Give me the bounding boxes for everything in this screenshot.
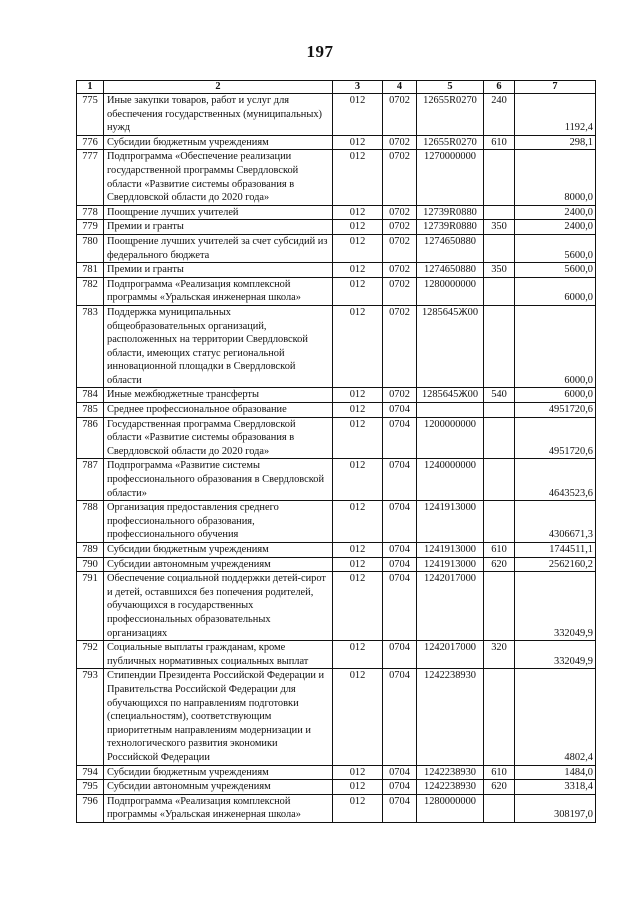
row-number-cell: 788 — [77, 501, 104, 543]
target-article-cell: 1274650880 — [417, 234, 484, 262]
section-code-cell: 0704 — [383, 669, 417, 765]
amount-cell: 3318,4 — [515, 780, 596, 795]
item-name-cell: Государственная программа Свердловской области «Развитие системы образования в Свердловской области до 2020 года» — [104, 417, 333, 459]
budget-table — [76, 80, 596, 823]
expense-type-cell — [484, 277, 515, 305]
table-row — [77, 459, 596, 501]
amount-cell: 5600,0 — [515, 263, 596, 278]
item-name-cell: Субсидии автономным учреждениям — [104, 557, 333, 572]
table-row — [77, 234, 596, 262]
row-number-cell: 785 — [77, 403, 104, 418]
ministry-code-cell: 012 — [333, 543, 383, 558]
ministry-code-cell: 012 — [333, 94, 383, 136]
section-code-cell: 0702 — [383, 234, 417, 262]
section-code-cell: 0702 — [383, 150, 417, 205]
row-number-cell: 775 — [77, 94, 104, 136]
col-header: 6 — [484, 81, 515, 94]
target-article-cell: 1270000000 — [417, 150, 484, 205]
row-number-cell: 777 — [77, 150, 104, 205]
section-code-cell: 0704 — [383, 780, 417, 795]
row-number-cell: 781 — [77, 263, 104, 278]
table-row — [77, 205, 596, 220]
expense-type-cell: 610 — [484, 543, 515, 558]
table-row — [77, 557, 596, 572]
ministry-code-cell: 012 — [333, 765, 383, 780]
expense-type-cell — [484, 459, 515, 501]
expense-type-cell: 610 — [484, 135, 515, 150]
ministry-code-cell: 012 — [333, 277, 383, 305]
amount-cell: 4306671,3 — [515, 501, 596, 543]
expense-type-cell: 350 — [484, 263, 515, 278]
target-article-cell: 1242017000 — [417, 641, 484, 669]
target-article-cell: 1241913000 — [417, 543, 484, 558]
row-number-cell: 786 — [77, 417, 104, 459]
row-number-cell: 780 — [77, 234, 104, 262]
section-code-cell: 0704 — [383, 557, 417, 572]
amount-cell: 6000,0 — [515, 305, 596, 388]
section-code-cell: 0704 — [383, 417, 417, 459]
expense-type-cell — [484, 794, 515, 822]
item-name-cell: Поощрение лучших учителей — [104, 205, 333, 220]
target-article-cell: 1285645Ж00 — [417, 305, 484, 388]
amount-cell: 5600,0 — [515, 234, 596, 262]
item-name-cell: Среднее профессиональное образование — [104, 403, 333, 418]
item-name-cell: Иные межбюджетные трансферты — [104, 388, 333, 403]
target-article-cell: 1280000000 — [417, 277, 484, 305]
item-name-cell: Стипендии Президента Российской Федерации и Правительства Российской Федерации для обучающихся по направлениям подготовки (специальностям), соответствующим приоритетным направлениям модернизации и технологического развития экономики Российской Федерации — [104, 669, 333, 765]
section-code-cell: 0704 — [383, 459, 417, 501]
col-header: 4 — [383, 81, 417, 94]
ministry-code-cell: 012 — [333, 388, 383, 403]
table-row — [77, 305, 596, 388]
expense-type-cell — [484, 150, 515, 205]
table-row — [77, 501, 596, 543]
target-article-cell — [417, 403, 484, 418]
item-name-cell: Поощрение лучших учителей за счет субсидий из федерального бюджета — [104, 234, 333, 262]
table-row — [77, 277, 596, 305]
target-article-cell: 12739R0880 — [417, 220, 484, 235]
item-name-cell: Организация предоставления среднего профессионального образования, профессионального обучения — [104, 501, 333, 543]
expense-type-cell: 620 — [484, 780, 515, 795]
table-row — [77, 388, 596, 403]
header-row — [77, 81, 596, 94]
expense-type-cell: 620 — [484, 557, 515, 572]
row-number-cell: 778 — [77, 205, 104, 220]
amount-cell: 1484,0 — [515, 765, 596, 780]
expense-type-cell: 610 — [484, 765, 515, 780]
col-header: 5 — [417, 81, 484, 94]
ministry-code-cell: 012 — [333, 205, 383, 220]
ministry-code-cell: 012 — [333, 794, 383, 822]
target-article-cell: 1240000000 — [417, 459, 484, 501]
item-name-cell: Премии и гранты — [104, 220, 333, 235]
target-article-cell: 1200000000 — [417, 417, 484, 459]
amount-cell: 332049,9 — [515, 572, 596, 641]
section-code-cell: 0702 — [383, 135, 417, 150]
row-number-cell: 789 — [77, 543, 104, 558]
page-number: 197 — [306, 42, 334, 61]
amount-cell: 2562160,2 — [515, 557, 596, 572]
expense-type-cell — [484, 305, 515, 388]
ministry-code-cell: 012 — [333, 220, 383, 235]
target-article-cell: 1242238930 — [417, 765, 484, 780]
row-number-cell: 790 — [77, 557, 104, 572]
table-row — [77, 765, 596, 780]
ministry-code-cell: 012 — [333, 305, 383, 388]
table-row — [77, 543, 596, 558]
ministry-code-cell: 012 — [333, 669, 383, 765]
table-row — [77, 220, 596, 235]
row-number-cell: 779 — [77, 220, 104, 235]
table-row — [77, 94, 596, 136]
item-name-cell: Подпрограмма «Развитие системы профессионального образования в Свердловской области» — [104, 459, 333, 501]
col-header: 1 — [77, 81, 104, 94]
target-article-cell: 12739R0880 — [417, 205, 484, 220]
amount-cell: 4643523,6 — [515, 459, 596, 501]
section-code-cell: 0704 — [383, 501, 417, 543]
table-row — [77, 403, 596, 418]
ministry-code-cell: 012 — [333, 234, 383, 262]
target-article-cell: 1242238930 — [417, 780, 484, 795]
row-number-cell: 796 — [77, 794, 104, 822]
expense-type-cell: 540 — [484, 388, 515, 403]
table-row — [77, 669, 596, 765]
row-number-cell: 795 — [77, 780, 104, 795]
amount-cell: 4951720,6 — [515, 417, 596, 459]
row-number-cell: 784 — [77, 388, 104, 403]
ministry-code-cell: 012 — [333, 572, 383, 641]
row-number-cell: 782 — [77, 277, 104, 305]
expense-type-cell: 320 — [484, 641, 515, 669]
row-number-cell: 783 — [77, 305, 104, 388]
expense-type-cell: 350 — [484, 220, 515, 235]
expense-type-cell: 240 — [484, 94, 515, 136]
ministry-code-cell: 012 — [333, 263, 383, 278]
table-row — [77, 641, 596, 669]
col-header: 2 — [104, 81, 333, 94]
item-name-cell: Подпрограмма «Реализация комплексной программы «Уральская инженерная школа» — [104, 794, 333, 822]
col-header: 7 — [515, 81, 596, 94]
row-number-cell: 791 — [77, 572, 104, 641]
amount-cell: 4951720,6 — [515, 403, 596, 418]
ministry-code-cell: 012 — [333, 150, 383, 205]
item-name-cell: Иные закупки товаров, работ и услуг для обеспечения государственных (муниципальных) нужд — [104, 94, 333, 136]
item-name-cell: Социальные выплаты гражданам, кроме публичных нормативных социальных выплат — [104, 641, 333, 669]
section-code-cell: 0704 — [383, 543, 417, 558]
ministry-code-cell: 012 — [333, 557, 383, 572]
table-row — [77, 794, 596, 822]
target-article-cell: 12655R0270 — [417, 94, 484, 136]
target-article-cell: 1280000000 — [417, 794, 484, 822]
section-code-cell: 0704 — [383, 641, 417, 669]
table-row — [77, 263, 596, 278]
target-article-cell: 1285645Ж00 — [417, 388, 484, 403]
amount-cell: 332049,9 — [515, 641, 596, 669]
row-number-cell: 787 — [77, 459, 104, 501]
ministry-code-cell: 012 — [333, 501, 383, 543]
ministry-code-cell: 012 — [333, 403, 383, 418]
item-name-cell: Поддержка муниципальных общеобразовательных организаций, расположенных на территории Свердловской области, имеющих статус региональной инновационной площадки в Свердловской области — [104, 305, 333, 388]
section-code-cell: 0702 — [383, 388, 417, 403]
target-article-cell: 1242238930 — [417, 669, 484, 765]
row-number-cell: 794 — [77, 765, 104, 780]
expense-type-cell — [484, 403, 515, 418]
table-row — [77, 780, 596, 795]
section-code-cell: 0704 — [383, 403, 417, 418]
amount-cell: 298,1 — [515, 135, 596, 150]
section-code-cell: 0702 — [383, 94, 417, 136]
amount-cell: 8000,0 — [515, 150, 596, 205]
item-name-cell: Субсидии бюджетным учреждениям — [104, 135, 333, 150]
item-name-cell: Субсидии бюджетным учреждениям — [104, 765, 333, 780]
section-code-cell: 0702 — [383, 220, 417, 235]
item-name-cell: Подпрограмма «Реализация комплексной программы «Уральская инженерная школа» — [104, 277, 333, 305]
section-code-cell: 0704 — [383, 794, 417, 822]
amount-cell: 308197,0 — [515, 794, 596, 822]
amount-cell: 6000,0 — [515, 277, 596, 305]
target-article-cell: 1242017000 — [417, 572, 484, 641]
item-name-cell: Субсидии бюджетным учреждениям — [104, 543, 333, 558]
item-name-cell: Подпрограмма «Обеспечение реализации государственной программы Свердловской области «Развитие системы образования в Свердловской области до 2020 года» — [104, 150, 333, 205]
target-article-cell: 12655R0270 — [417, 135, 484, 150]
amount-cell: 4802,4 — [515, 669, 596, 765]
section-code-cell: 0702 — [383, 305, 417, 388]
ministry-code-cell: 012 — [333, 135, 383, 150]
expense-type-cell — [484, 669, 515, 765]
row-number-cell: 793 — [77, 669, 104, 765]
amount-cell: 1744511,1 — [515, 543, 596, 558]
expense-type-cell — [484, 205, 515, 220]
ministry-code-cell: 012 — [333, 780, 383, 795]
row-number-cell: 792 — [77, 641, 104, 669]
ministry-code-cell: 012 — [333, 641, 383, 669]
table-row — [77, 150, 596, 205]
item-name-cell: Обеспечение социальной поддержки детей-сирот и детей, оставшихся без попечения родителей, обучающихся в государственных профессиональных образовательных организациях — [104, 572, 333, 641]
section-code-cell: 0704 — [383, 572, 417, 641]
expense-type-cell — [484, 572, 515, 641]
amount-cell: 2400,0 — [515, 220, 596, 235]
section-code-cell: 0704 — [383, 765, 417, 780]
amount-cell: 6000,0 — [515, 388, 596, 403]
ministry-code-cell: 012 — [333, 417, 383, 459]
amount-cell: 2400,0 — [515, 205, 596, 220]
section-code-cell: 0702 — [383, 277, 417, 305]
col-header: 3 — [333, 81, 383, 94]
item-name-cell: Субсидии автономным учреждениям — [104, 780, 333, 795]
expense-type-cell — [484, 501, 515, 543]
row-number-cell: 776 — [77, 135, 104, 150]
section-code-cell: 0702 — [383, 205, 417, 220]
table-row — [77, 417, 596, 459]
item-name-cell: Премии и гранты — [104, 263, 333, 278]
amount-cell: 1192,4 — [515, 94, 596, 136]
section-code-cell: 0702 — [383, 263, 417, 278]
target-article-cell: 1241913000 — [417, 501, 484, 543]
expense-type-cell — [484, 417, 515, 459]
expense-type-cell — [484, 234, 515, 262]
table-row — [77, 135, 596, 150]
target-article-cell: 1274650880 — [417, 263, 484, 278]
target-article-cell: 1241913000 — [417, 557, 484, 572]
table-row — [77, 572, 596, 641]
ministry-code-cell: 012 — [333, 459, 383, 501]
